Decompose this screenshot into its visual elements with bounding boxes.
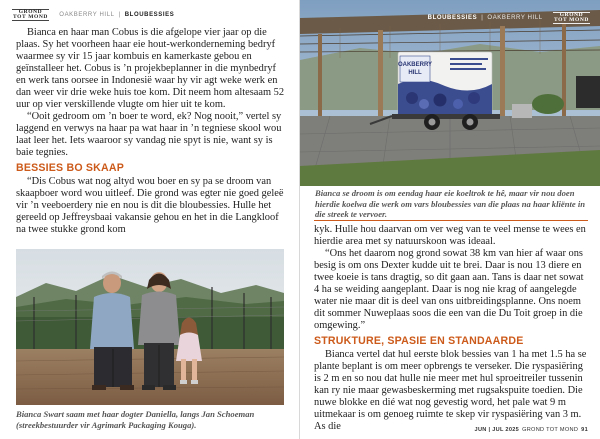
magazine-logo: GROND TOT MOND [13, 9, 49, 20]
header-section: OAKBERRY HILL [59, 12, 115, 18]
trailer-sign-line2: HILL [408, 70, 422, 76]
body-paragraph: “Dis Cobus wat nog altyd wou boer en sy pa se droom van skaapboer word wou uitleef. Die grond was egter nie goed geleë vir ’n veeboerdery nie en nou is dit die bloubessies. Hulle het gereeld op Jeffreysbaai vakansie gehou en het in die Langkloof na twee stukke grond kom [16, 176, 284, 235]
header-separator [53, 12, 55, 18]
header-separator: | [481, 15, 484, 21]
body-paragraph: “Ons het daarom nog grond sowat 38 km van hier af waar ons besig is om ons Dexter kudde uit te brei. Daar is nou 13 diere en twee koeie is tans dragtig, so dit gaan aan. Tans is daar net sowat 4 ha se weiding aangeplant. Daar is nog nie krag of aangelegde water nie maar dit is deel van ons uitbreidingsplanne. Ons noem dit sommer Nuweplaas soos die een van die Du Toit groep in die omgewing.” [314, 248, 584, 331]
running-header-right [428, 12, 590, 24]
body-paragraph: “Ooit gedroom om ’n boer te word, ek? Nog nooit,” vertel sy laggend en verwys na haar pa wat haar in ’n tegniese skool wou laat leer het. Iets waaroor sy vandag nie spyt is nie, want sy is baie tegnies. [16, 111, 282, 158]
header-separator [547, 15, 549, 21]
photo-caption-right: Bianca se droom is om eendag haar eie koeltrok te hê, maar vir nou doen hierdie koelwa die werk om vars bloubessies van die plaas na haar kliënte in die streek te vervoer. [315, 188, 585, 220]
body-paragraph: Bianca en haar man Cobus is die afgelope vier jaar op die plaas. Sy het voorheen haar eie hout-werkonderneming bedryf waarmee sy vir 15 jaar kombuis en kamerkaste gebou en geïnstalleer het. Cobus is ’n projekbeplanner in die mynbedryf en werk tans oorsee in Indonesië waar hy vir agt weke werk en dan weer vir drie weke huis toe kom. Dit neem hom altesaam 52 uur op vier verskillende vlugte om hier uit te kom. [16, 27, 285, 110]
header-section: OAKBERRY HILL [487, 15, 543, 21]
folio-magazine: GROND TOT MOND [522, 427, 579, 433]
magazine-logo: GROND TOT MOND [553, 12, 589, 23]
photo-people-orchard [16, 249, 284, 405]
body-paragraph: kyk. Hulle hou daarvan om ver weg van te veel mense te wees en hierdie area met sy natuurskoon was ideaal. [314, 224, 586, 247]
photo-cooling-trailer [300, 0, 600, 186]
header-category: BLOUBESSIES [427, 15, 478, 21]
folio-issue: JUN | JUL 2025 [474, 427, 520, 433]
body-paragraph: Bianca vertel dat hul eerste blok bessies van 1 ha met 1.5 ha se plante beplant is om meer opbrengs te verseker. Die ryspasiëring is 2 m en so nou dat hulle nie meer met hul sproeitreiler tussenin kan ry nie maar gewasbeskerming met rugsakspuite toedien. Die nuwe blokke en dié wat nog gevestig word, het pale wat 9 m uitmekaar is om genoeg ruimte te skep vir ryspasiëring van 3 m. As die [314, 349, 587, 432]
subheading-bessies: BESSIES BO SKAAP [16, 162, 124, 174]
left-body-text [16, 27, 288, 236]
subheading-strukture: STRUKTURE, SPASIE EN STANDAARDE [314, 335, 524, 347]
trailer-sign-line1: OAKBERRY [397, 62, 433, 68]
photo-caption-left: Bianca Swart saam met haar dogter Daniella, langs Jan Schoeman (streekbestuurder vir Agrimark Packaging Kouga). [16, 409, 255, 430]
header-category: BLOUBESSIES [124, 12, 175, 18]
running-header-left [12, 9, 174, 21]
folio-page-number: 91 [581, 427, 588, 433]
right-page [300, 0, 600, 439]
caption-rule [314, 220, 588, 221]
page-folio [475, 427, 588, 433]
header-separator: | [118, 12, 121, 18]
right-body-text [314, 224, 590, 433]
